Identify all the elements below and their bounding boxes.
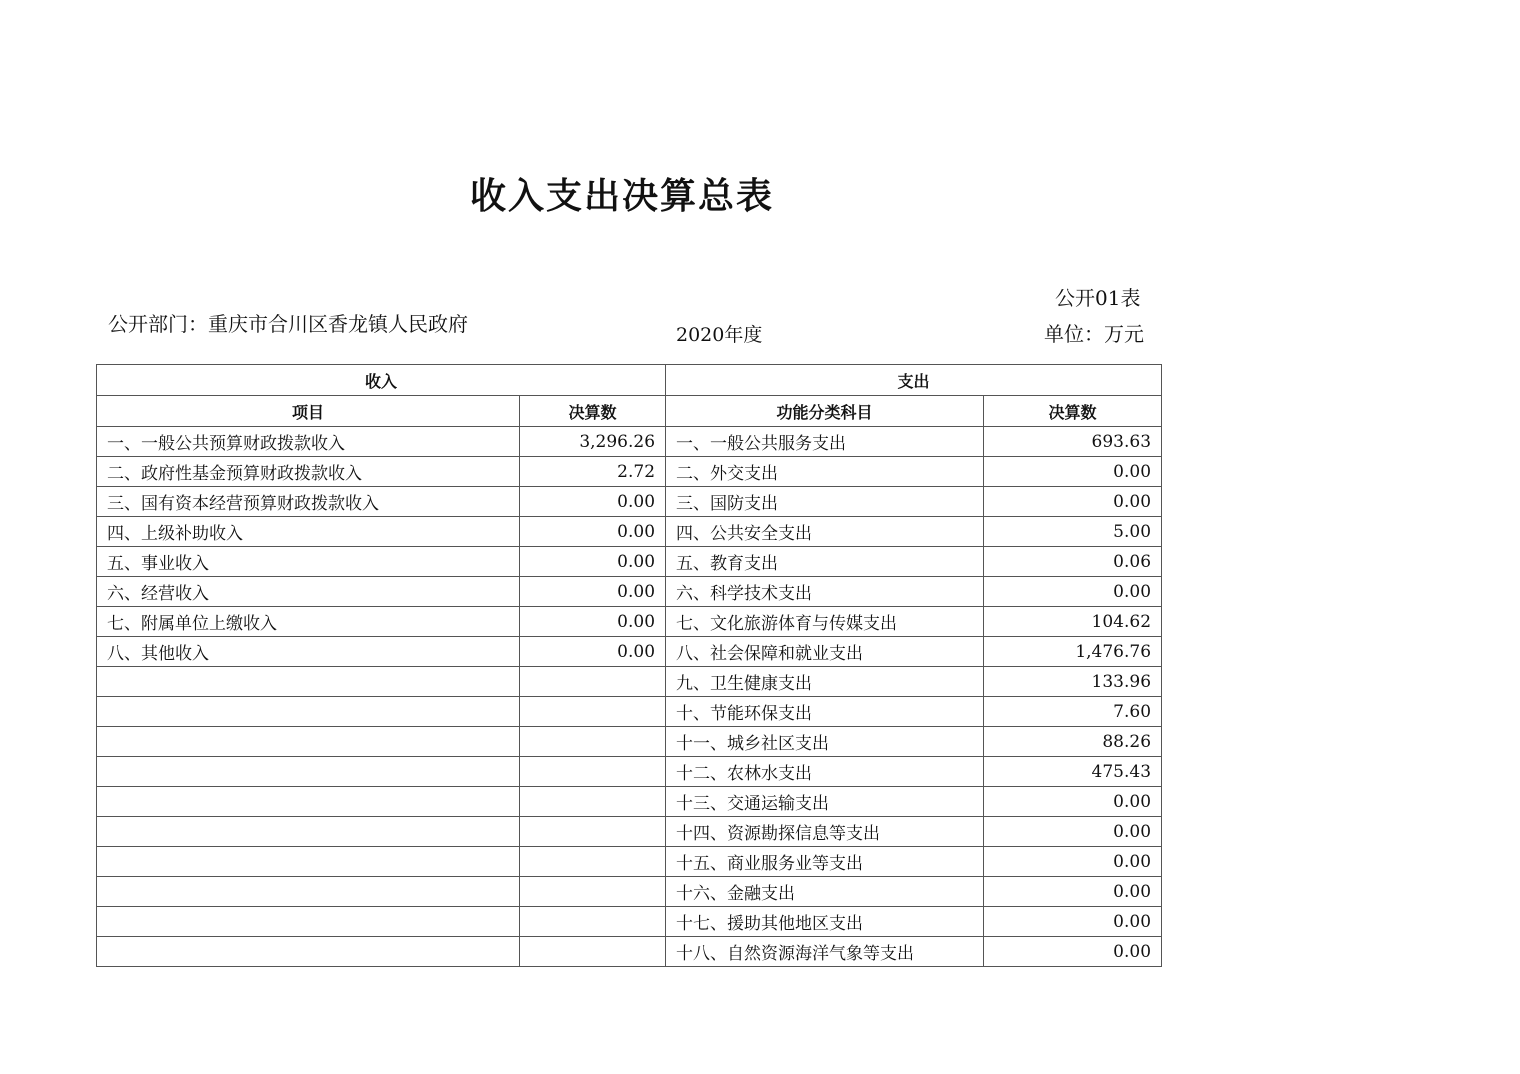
income-amount-cell	[520, 847, 666, 877]
income-item-cell	[97, 937, 520, 967]
group-header-row	[97, 365, 1162, 396]
document-title: 收入支出决算总表	[470, 176, 775, 217]
table-row	[97, 937, 1162, 967]
fiscal-year: 2020年度	[676, 324, 763, 346]
table-row	[97, 637, 1162, 667]
expense-amount-header: 决算数	[984, 396, 1162, 427]
income-item-cell	[97, 697, 520, 727]
income-item-cell	[97, 727, 520, 757]
income-amount-cell	[520, 667, 666, 697]
table-row	[97, 487, 1162, 517]
income-amount-cell: 0.00	[520, 517, 666, 547]
expense-amount-cell: 0.00	[984, 487, 1162, 517]
column-header-row	[97, 396, 1162, 427]
table-row	[97, 697, 1162, 727]
table-row	[97, 547, 1162, 577]
expense-item-cell: 八、社会保障和就业支出	[666, 637, 984, 667]
income-amount-cell: 2.72	[520, 457, 666, 487]
income-item-cell: 六、经营收入	[97, 577, 520, 607]
expense-item-cell: 五、教育支出	[666, 547, 984, 577]
expense-item-cell: 十四、资源勘探信息等支出	[666, 817, 984, 847]
income-item-cell	[97, 667, 520, 697]
table-row	[97, 757, 1162, 787]
income-amount-cell: 0.00	[520, 577, 666, 607]
expense-amount-cell: 5.00	[984, 517, 1162, 547]
income-item-cell	[97, 787, 520, 817]
table-row	[97, 877, 1162, 907]
table-row	[97, 907, 1162, 937]
expense-amount-cell: 693.63	[984, 427, 1162, 457]
income-item-cell	[97, 847, 520, 877]
expense-amount-cell: 0.06	[984, 547, 1162, 577]
table-row	[97, 847, 1162, 877]
unit-label: 单位：万元	[1044, 322, 1144, 346]
income-item-cell: 二、政府性基金预算财政拨款收入	[97, 457, 520, 487]
income-item-header: 项目	[97, 396, 520, 427]
table-row	[97, 427, 1162, 457]
income-amount-cell: 0.00	[520, 547, 666, 577]
table-body	[97, 427, 1162, 967]
expense-amount-cell: 7.60	[984, 697, 1162, 727]
expense-item-cell: 十三、交通运输支出	[666, 787, 984, 817]
table-row	[97, 787, 1162, 817]
expense-amount-cell: 0.00	[984, 457, 1162, 487]
expense-item-cell: 十八、自然资源海洋气象等支出	[666, 937, 984, 967]
income-item-cell: 五、事业收入	[97, 547, 520, 577]
income-item-cell	[97, 877, 520, 907]
income-amount-cell	[520, 727, 666, 757]
expense-amount-cell: 0.00	[984, 787, 1162, 817]
table-row	[97, 817, 1162, 847]
expense-item-cell: 九、卫生健康支出	[666, 667, 984, 697]
income-amount-cell	[520, 907, 666, 937]
income-amount-cell: 0.00	[520, 487, 666, 517]
income-item-cell	[97, 907, 520, 937]
expense-item-cell: 二、外交支出	[666, 457, 984, 487]
expense-item-cell: 十六、金融支出	[666, 877, 984, 907]
income-item-cell: 一、一般公共预算财政拨款收入	[97, 427, 520, 457]
department-label: 公开部门：重庆市合川区香龙镇人民政府	[108, 312, 468, 336]
expense-amount-cell: 0.00	[984, 847, 1162, 877]
expense-amount-cell: 0.00	[984, 877, 1162, 907]
expense-item-cell: 三、国防支出	[666, 487, 984, 517]
expense-amount-cell: 0.00	[984, 577, 1162, 607]
table-row	[97, 457, 1162, 487]
expense-item-cell: 十二、农林水支出	[666, 757, 984, 787]
expense-item-cell: 十、节能环保支出	[666, 697, 984, 727]
income-group-header: 收入	[97, 365, 666, 396]
expense-amount-cell: 0.00	[984, 907, 1162, 937]
income-item-cell: 八、其他收入	[97, 637, 520, 667]
income-amount-cell: 3,296.26	[520, 427, 666, 457]
expense-amount-cell: 133.96	[984, 667, 1162, 697]
table-row	[97, 517, 1162, 547]
income-item-cell	[97, 757, 520, 787]
expense-item-header: 功能分类科目	[666, 396, 984, 427]
table-row	[97, 607, 1162, 637]
expense-amount-cell: 0.00	[984, 937, 1162, 967]
income-item-cell	[97, 817, 520, 847]
income-amount-cell	[520, 877, 666, 907]
income-amount-cell	[520, 757, 666, 787]
expense-item-cell: 一、一般公共服务支出	[666, 427, 984, 457]
expense-amount-cell: 104.62	[984, 607, 1162, 637]
expense-amount-cell: 0.00	[984, 817, 1162, 847]
income-amount-cell: 0.00	[520, 637, 666, 667]
expense-amount-cell: 88.26	[984, 727, 1162, 757]
income-item-cell: 三、国有资本经营预算财政拨款收入	[97, 487, 520, 517]
expense-amount-cell: 475.43	[984, 757, 1162, 787]
expense-item-cell: 十五、商业服务业等支出	[666, 847, 984, 877]
income-amount-cell	[520, 937, 666, 967]
income-amount-cell: 0.00	[520, 607, 666, 637]
income-item-cell: 四、上级补助收入	[97, 517, 520, 547]
income-amount-header: 决算数	[520, 396, 666, 427]
budget-summary-table	[96, 364, 1162, 967]
income-amount-cell	[520, 817, 666, 847]
table-row	[97, 577, 1162, 607]
expense-item-cell: 十一、城乡社区支出	[666, 727, 984, 757]
expense-item-cell: 六、科学技术支出	[666, 577, 984, 607]
income-amount-cell	[520, 697, 666, 727]
expense-group-header: 支出	[666, 365, 1162, 396]
income-amount-cell	[520, 787, 666, 817]
expense-item-cell: 四、公共安全支出	[666, 517, 984, 547]
income-item-cell: 七、附属单位上缴收入	[97, 607, 520, 637]
table-row	[97, 727, 1162, 757]
expense-item-cell: 七、文化旅游体育与传媒支出	[666, 607, 984, 637]
form-code: 公开01表	[1055, 286, 1141, 310]
table-row	[97, 667, 1162, 697]
expense-amount-cell: 1,476.76	[984, 637, 1162, 667]
expense-item-cell: 十七、援助其他地区支出	[666, 907, 984, 937]
